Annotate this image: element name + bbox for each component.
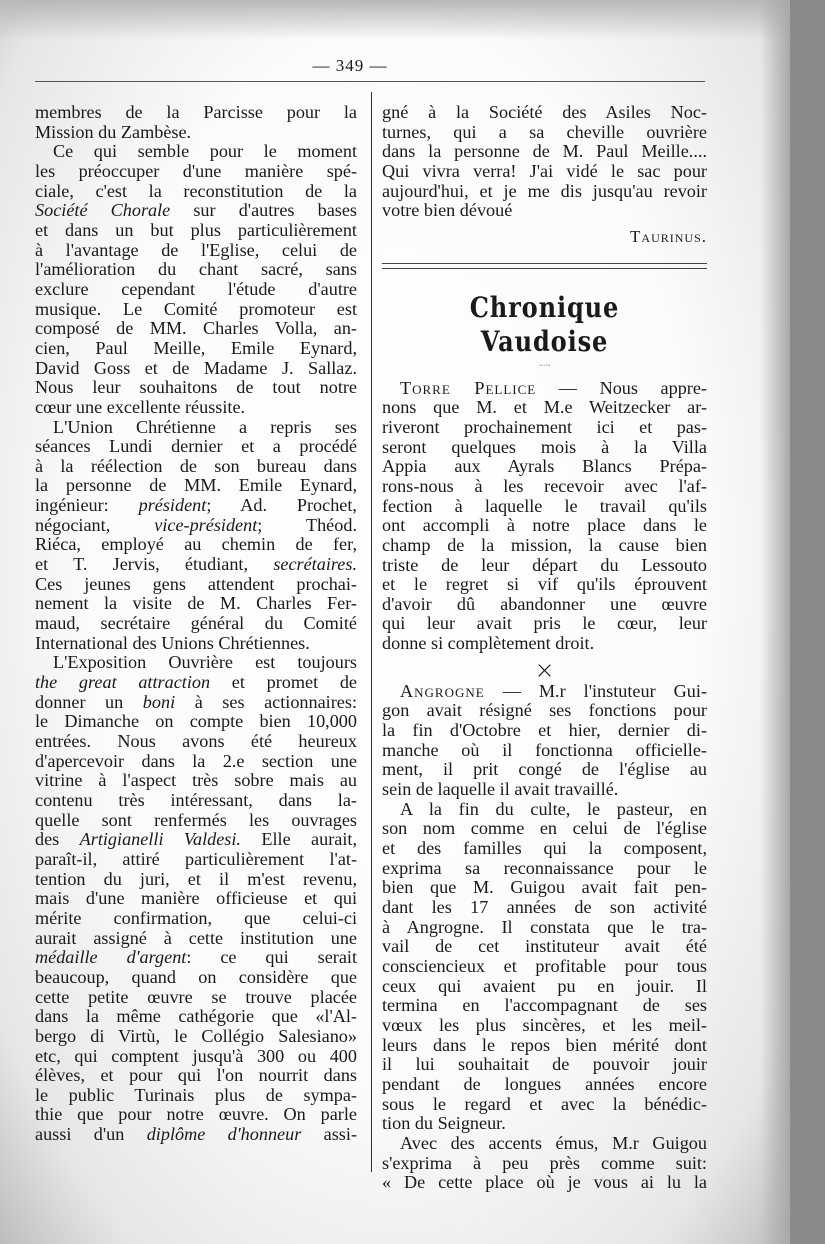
- text-line: et des familles qui la composent,: [382, 838, 707, 859]
- text-line: dans la personne de M. Paul Meille....: [382, 141, 707, 162]
- text-line: termina en l'accompagnant de ses: [382, 995, 707, 1016]
- text-line: ont accompli à notre place dans le: [382, 515, 707, 536]
- text-line: sein de laquelle il avait travaillé.: [382, 779, 619, 800]
- text-line: riveront prochainement ici et pas-: [382, 416, 707, 437]
- text-line: exclure cependant l'étude d'autre: [35, 278, 357, 299]
- text-line: exprima sa reconnaissance pour le: [382, 857, 707, 878]
- paragraph-torre-pellice: [382, 379, 707, 654]
- text-line: quelle sont renfermés les ouvrages: [35, 809, 357, 830]
- italic-president: président: [138, 495, 207, 516]
- text-line: triste de leur départ du Lessouto: [382, 554, 707, 575]
- text-line: gon avait résigné ses fonctions pour: [382, 700, 707, 721]
- text-line: beaucoup, quand on considère que: [35, 966, 357, 987]
- text-line: aurait assigné à cette institution une: [35, 927, 357, 948]
- separator-cross-icon: ×: [534, 655, 555, 684]
- right-column: [382, 103, 707, 1193]
- text-line: rons-nous à les recevoir avec l'af-: [382, 475, 707, 496]
- text-line: musique. Le Comité promoteur est: [35, 298, 357, 319]
- text-line: d'avoir dû abandonner une œuvre: [382, 593, 707, 614]
- ornament: ~·~: [538, 360, 551, 370]
- text-line: etc, qui comptent jusqu'à 300 ou 400: [35, 1045, 357, 1066]
- left-column: [35, 103, 357, 1145]
- text-line: dant les 17 années de son activité: [382, 897, 707, 917]
- text-line: seront quelques mois à la Villa: [382, 436, 707, 457]
- place-torre-pellice: Torre Pellice: [400, 377, 537, 398]
- text-line: cette petite œuvre se trouve placée: [35, 986, 357, 1007]
- paragraph-societe-chorale: [35, 142, 357, 417]
- paragraph-angrogne: [382, 682, 707, 800]
- paragraph-exposition-ouvriere: [35, 653, 357, 1144]
- text-line: bien que M. Guigou avait fait pen-: [382, 877, 707, 898]
- text-line: composé de MM. Charles Volla, an-: [35, 318, 357, 339]
- text-line: bergo di Virtù, le Collégio Salesiano»: [35, 1025, 357, 1046]
- text-line: Mission du Zambèse.: [35, 121, 192, 142]
- text-line: séances Lundi dernier et a procédé: [35, 436, 357, 457]
- header-rule: [35, 81, 705, 82]
- text-line: à la réélection de son bureau dans: [35, 455, 357, 476]
- text-line: ment, il prit congé de l'église au: [382, 759, 707, 780]
- italic-secretaires: secrétaires.: [273, 554, 357, 575]
- text-line: Avec des accents émus, M.r Guigou: [400, 1132, 707, 1153]
- text-line: l'amélioration du chant sacré, sans: [35, 259, 357, 280]
- text-line: à Angrogne. Il constata que le tra-: [382, 916, 707, 937]
- page-number: — 349 —: [312, 56, 388, 75]
- text-line: Nous leur souhaitons de tout notre: [35, 377, 357, 398]
- text-fragment: — Nous appre-: [536, 377, 707, 398]
- text-fragment: — M.r l'instuteur Gui-: [484, 680, 707, 701]
- section-title: Chronique Vaudoise: [469, 290, 620, 358]
- text-line: International des Unions Chrétiennes.: [35, 632, 310, 653]
- text-line: le public Turinais plus de sympa-: [35, 1084, 357, 1105]
- text-line: « De cette place où je vous ai lu la: [382, 1172, 707, 1193]
- text-line: son nom comme en celui de l'église: [382, 818, 707, 839]
- text-line: paraît-il, attiré particulièrement l'at-: [35, 848, 357, 869]
- italic-medaille: médaille d'argent: [35, 947, 187, 968]
- italic-artigianelli: Artigianelli Valdesi.: [79, 829, 241, 850]
- text-line: à l'avantage de l'Eglise, celui de: [35, 239, 357, 260]
- text-line: donner un boni à ses actionnaires:: [35, 691, 357, 712]
- paragraph-fin-du-culte: [382, 800, 707, 1134]
- text-line: Ces jeunes gens attendent prochai-: [35, 573, 357, 594]
- text-line: les préoccuper d'une manière spé-: [35, 160, 357, 181]
- paragraph-union-chretienne: [35, 418, 357, 654]
- text-line: donne si complètement droit.: [382, 633, 595, 654]
- text-line: ingénieur: président; Ad. Prochet,: [35, 495, 357, 516]
- text-line: votre bien dévoué: [382, 200, 513, 221]
- italic-societe-chorale: Société Chorale: [35, 200, 171, 221]
- text-line: Ce qui semble pour le moment: [53, 141, 357, 162]
- text-line: cœur une excellente réussite.: [35, 396, 246, 417]
- text-line: champ de la mission, la cause bien: [382, 534, 707, 555]
- text-line: nement la visite de M. Charles Fer-: [35, 593, 357, 614]
- column-divider: [371, 92, 372, 1172]
- text-line: ceux qui avaient pu en jouir. Il: [382, 975, 707, 996]
- text-line: Riéca, employé au chemin de fer,: [35, 534, 357, 555]
- text-line: et dans un but plus particulièrement: [35, 219, 357, 240]
- text-line: d'apercevoir dans la 2.e section une: [35, 750, 357, 771]
- italic-boni: boni: [142, 691, 176, 712]
- text-line: cien, Paul Meille, Emile Eynard,: [35, 337, 357, 358]
- signature: Taurinus.: [630, 226, 707, 246]
- text-line: tion du Seigneur.: [382, 1113, 506, 1134]
- text-line: consciencieux et profitable pour tous: [382, 955, 707, 976]
- paragraph-continued: [35, 103, 357, 142]
- text-line: mais d'une manière officieuse et qui: [35, 888, 357, 909]
- text-line: vitrine à l'aspect très sobre mais au: [35, 770, 357, 791]
- text-line: négociant, vice-président; Théod.: [35, 514, 357, 535]
- text-line: qui leur avait pris le cœur, leur: [382, 613, 707, 634]
- paragraph-continued-taurinus: [382, 103, 707, 221]
- text-line: mérite confirmation, que celui-ci: [35, 907, 357, 928]
- text-line: ciale, c'est la reconstitution de la: [35, 180, 357, 201]
- italic-vice-president: vice-président: [154, 514, 258, 535]
- text-line: leurs dans le repos bien mérité dont: [382, 1034, 707, 1055]
- text-line: entrées. Nous avons été heureux: [35, 731, 357, 751]
- text-line: la personne de MM. Emile Eynard,: [35, 475, 357, 496]
- text-line: turnes, qui a sa cheville ouvrière: [382, 121, 707, 142]
- italic-diplome: diplôme d'honneur: [146, 1124, 302, 1145]
- text-line: fection à laquelle le travail qu'ils: [382, 495, 707, 516]
- text-line: thie que pour notre œuvre. On parle: [35, 1104, 357, 1125]
- place-angrogne: Angrogne: [400, 680, 485, 701]
- text-line: aujourd'hui, et je me dis jusqu'au revoir: [382, 180, 707, 201]
- text-line: vœux les plus sincères, et les meil-: [382, 1014, 707, 1035]
- text-line: membres de la Parcisse pour la: [35, 102, 357, 122]
- text-line: Qui vivra verra! J'ai vidé le sac pour: [382, 160, 707, 181]
- text-line: gné à la Société des Asiles Noc-: [382, 102, 707, 122]
- section-rule: [382, 263, 707, 269]
- text-line: s'exprima à peu près comme suit:: [382, 1152, 707, 1173]
- text-line: maud, secrétaire général du Comité: [35, 613, 357, 634]
- text-line: tention du juri, et il m'est revenu,: [35, 868, 357, 889]
- text-line: le Dimanche on compte bien 10,000: [35, 711, 357, 732]
- text-line: [382, 379, 707, 399]
- text-line: et le regret si vif qu'ils éprouvent: [382, 574, 707, 595]
- text-line: aussi d'un diplôme d'honneur assi-: [35, 1124, 357, 1145]
- text-line: la fin d'Octobre et hier, dernier di-: [382, 720, 707, 741]
- text-line: des Artigianelli Valdesi. Elle aurait,: [35, 829, 357, 850]
- text-line: L'Union Chrétienne a repris ses: [53, 416, 357, 437]
- italic-great-attraction: the great attraction: [35, 672, 211, 693]
- text-line: et T. Jervis, étudiant, secrétaires.: [35, 554, 357, 575]
- text-line: sous le regard et avec la bénédic-: [382, 1093, 707, 1114]
- text-line: médaille d'argent: ce qui serait: [35, 947, 357, 968]
- text-line: [382, 682, 707, 702]
- text-line: A la fin du culte, le pasteur, en: [400, 798, 707, 819]
- text-line: Société Chorale sur d'autres bases: [35, 200, 357, 221]
- text-line: vail de cet instituteur avait été: [382, 936, 707, 957]
- text-line: manche où il fonctionna officielle-: [382, 739, 707, 760]
- text-line: pendant de longues années encore: [382, 1073, 707, 1094]
- text-line: il lui souhaitait de pouvoir jouir: [382, 1054, 707, 1075]
- text-line: nons que M. et M.e Weitzecker ar-: [382, 397, 707, 418]
- text-line: contenu très intéressant, dans la-: [35, 789, 357, 810]
- text-line: the great attraction et promet de: [35, 672, 357, 693]
- text-line: dans la même cathégorie que «l'Al-: [35, 1006, 357, 1027]
- text-line: David Goss et de Madame J. Sallaz.: [35, 357, 357, 378]
- text-line: Appia aux Ayrals Blancs Prépa-: [382, 456, 707, 477]
- text-line: élèves, et pour qui l'on nourrit dans: [35, 1065, 357, 1086]
- paragraph-accents-emus: [382, 1134, 707, 1193]
- text-line: L'Exposition Ouvrière est toujours: [53, 652, 357, 673]
